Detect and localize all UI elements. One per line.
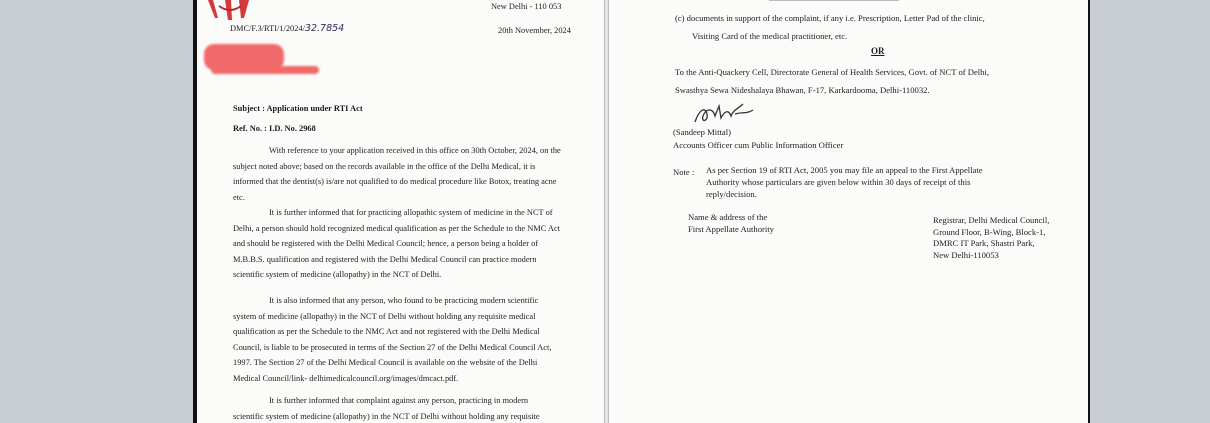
letter-date: 20th November, 2024 xyxy=(498,26,571,35)
address-fragment: New Delhi - 110 053 xyxy=(491,2,562,11)
council-logo xyxy=(205,0,255,24)
paragraph-2: It is further informed that for practicing allopathic system of medicine in the NCT of Delhi, a person should hold recognized medical qualification as per the Schedule to the NMC Act and should be registered with the Delhi Medical Council; hence, a person being a holder of M.B.B.S. qualification and registered with the Delhi Medical Council can practice modern scientific system of medicine (allopathy) in the NCT of Delhi. xyxy=(233,208,561,280)
signatory-name: (Sandeep Mittal) xyxy=(673,127,731,137)
anti-quackery-address: To the Anti-Quackery Cell, Directorate General of Health Services, Govt. of NCT of Delhi, Swasthya Sewa Nideshalaya Bhawan, F-17, Karkardooma, Delhi-110032. xyxy=(675,67,990,95)
ref-id-line: Ref. No. : I.D. No. 2968 xyxy=(233,124,316,133)
paragraph-1: With reference to your application received in this office on 30th October, 2024, on the subject noted above; based on the records available in the office of the Delhi Medical, it is informed that the dentist(s) is/are not qualified to do medical procedure like Botox, treating acne etc. xyxy=(233,146,561,202)
redaction-mark-lower xyxy=(211,66,319,74)
or-separator: OR xyxy=(871,46,885,56)
appellate-address: Registrar, Delhi Medical Council, Ground Floor, B-Wing, Block-1, DMRC IT Park, Shastri Park, New Delhi-110053 xyxy=(933,215,1050,260)
item-c: (c) documents in support of the complaint, if any i.e. Prescription, Letter Pad of the clinic, Visiting Card of the medical practitioner, etc. xyxy=(675,13,985,41)
ref-number-printed: DMC/F.3/RTI/1/2024/ xyxy=(230,24,305,33)
document-page-left xyxy=(197,0,604,423)
note-label: Note : xyxy=(673,167,695,177)
reference-number xyxy=(230,23,344,34)
ref-number-handwritten: 32.7854 xyxy=(304,23,345,34)
note-text: As per Section 19 of RTI Act, 2005 you may file an appeal to the First Appellate Authority whose particulars are given below within 30 days of receipt of this reply/decision. xyxy=(706,165,983,199)
subject-line: Subject : Application under RTI Act xyxy=(233,104,363,113)
document-page-right xyxy=(609,0,1088,423)
paragraph-4: It is further informed that complaint against any person, practicing in modern scientific system of medicine (allopathy) in the NCT of Delhi without holding any requisite xyxy=(233,396,540,421)
signature xyxy=(691,100,761,130)
cut-line-fragment xyxy=(769,0,899,1)
appellate-heading: Name & address of the First Appellate Authority xyxy=(688,212,774,234)
paragraph-3: It is also informed that any person, who found to be practicing modern scientific system of medicine (allopathy) in the NCT of Delhi without holding any requisite medical qualification as per the Schedule to the NMC Act and not registered with the Delhi Medical Council, is liable to be prosecuted in terms of the Section 27 of the Delhi Medical Council Act, 1997. The Section 27 of the Delhi Medical Council is available on the website of the Delhi Medical Council/link- delhimedicalcouncil.org/images/dmcact.pdf. xyxy=(233,296,552,383)
signatory-title: Accounts Officer cum Public Information Officer xyxy=(673,140,844,150)
